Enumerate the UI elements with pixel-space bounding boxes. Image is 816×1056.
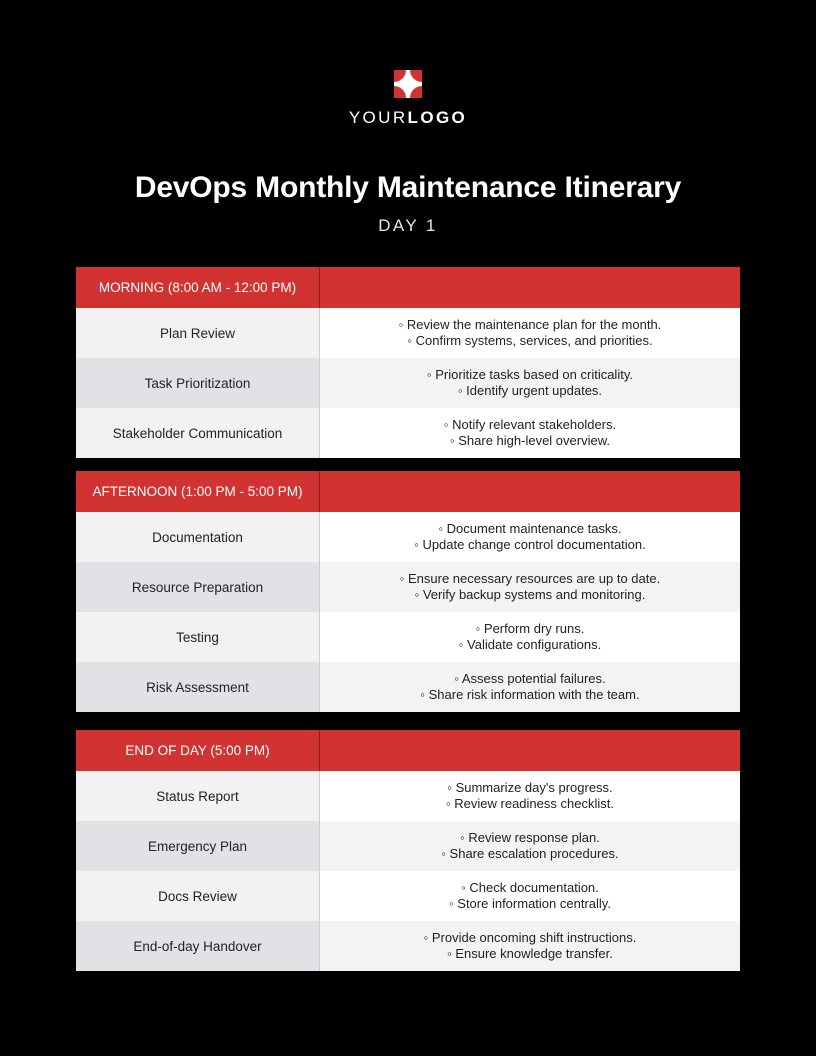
table-row xyxy=(76,512,740,562)
logo-text-bold: LOGO xyxy=(407,108,468,127)
section-header xyxy=(76,471,740,512)
page-subtitle: DAY 1 xyxy=(378,216,438,235)
section-header-label: END OF DAY (5:00 PM) xyxy=(76,730,320,771)
section-header-label: AFTERNOON (1:00 PM - 5:00 PM) xyxy=(76,471,320,512)
row-label: Stakeholder Communication xyxy=(76,408,320,458)
row-label: Status Report xyxy=(76,771,320,821)
description-line: ◦ Review readiness checklist. xyxy=(446,796,614,811)
row-label: Docs Review xyxy=(76,871,320,921)
description-line: ◦ Provide oncoming shift instructions. xyxy=(423,930,637,945)
description-line: ◦ Ensure necessary resources are up to date. xyxy=(399,571,661,586)
row-description xyxy=(320,308,740,358)
description-line: ◦ Perform dry runs. xyxy=(475,621,585,636)
table-row xyxy=(76,308,740,358)
section-morning xyxy=(76,267,740,458)
table-row xyxy=(76,871,740,921)
section-header-fill xyxy=(320,730,740,771)
row-description xyxy=(320,921,740,971)
description-line: ◦ Share escalation procedures. xyxy=(441,846,619,861)
description-line: ◦ Validate configurations. xyxy=(458,637,602,652)
row-description xyxy=(320,662,740,712)
table-row xyxy=(76,921,740,971)
section-header-fill xyxy=(320,471,740,512)
row-label: Resource Preparation xyxy=(76,562,320,612)
table-row xyxy=(76,358,740,408)
row-label: Risk Assessment xyxy=(76,662,320,712)
row-label: Emergency Plan xyxy=(76,821,320,871)
logo-text-light: YOUR xyxy=(348,108,408,127)
row-label: End-of-day Handover xyxy=(76,921,320,971)
table-row xyxy=(76,662,740,712)
table-row xyxy=(76,612,740,662)
description-line: ◦ Review response plan. xyxy=(460,830,600,845)
row-label: Testing xyxy=(76,612,320,662)
description-line: ◦ Prioritize tasks based on criticality. xyxy=(427,367,633,382)
row-label: Documentation xyxy=(76,512,320,562)
logo-mark-icon xyxy=(394,70,422,98)
description-line: ◦ Share high-level overview. xyxy=(450,433,610,448)
row-description xyxy=(320,408,740,458)
description-line: ◦ Notify relevant stakeholders. xyxy=(443,417,617,432)
row-description xyxy=(320,871,740,921)
row-description xyxy=(320,358,740,408)
description-line: ◦ Update change control documentation. xyxy=(414,537,646,552)
table-row xyxy=(76,562,740,612)
page-title: DevOps Monthly Maintenance Itinerary xyxy=(134,171,682,204)
section-header xyxy=(76,267,740,308)
description-line: ◦ Store information centrally. xyxy=(449,896,611,911)
description-line: ◦ Confirm systems, services, and priorities. xyxy=(407,333,653,348)
table-row xyxy=(76,821,740,871)
row-label: Task Prioritization xyxy=(76,358,320,408)
row-description xyxy=(320,771,740,821)
description-line: ◦ Ensure knowledge transfer. xyxy=(447,946,613,961)
section-header-label: MORNING (8:00 AM - 12:00 PM) xyxy=(76,267,320,308)
logo xyxy=(0,70,816,128)
section-end-of-day xyxy=(76,730,740,971)
logo-wordmark xyxy=(0,108,816,128)
section-afternoon xyxy=(76,471,740,712)
row-description xyxy=(320,612,740,662)
row-description xyxy=(320,821,740,871)
section-header-fill xyxy=(320,267,740,308)
row-label: Plan Review xyxy=(76,308,320,358)
description-line: ◦ Check documentation. xyxy=(461,880,599,895)
table-row xyxy=(76,408,740,458)
description-line: ◦ Verify backup systems and monitoring. xyxy=(414,587,646,602)
description-line: ◦ Summarize day's progress. xyxy=(447,780,613,795)
description-line: ◦ Identify urgent updates. xyxy=(457,383,603,398)
description-line: ◦ Share risk information with the team. xyxy=(420,687,640,702)
description-line: ◦ Document maintenance tasks. xyxy=(438,521,622,536)
description-line: ◦ Assess potential failures. xyxy=(454,671,606,686)
row-description xyxy=(320,562,740,612)
section-header xyxy=(76,730,740,771)
table-row xyxy=(76,771,740,821)
description-line: ◦ Review the maintenance plan for the month. xyxy=(398,317,662,332)
row-description xyxy=(320,512,740,562)
